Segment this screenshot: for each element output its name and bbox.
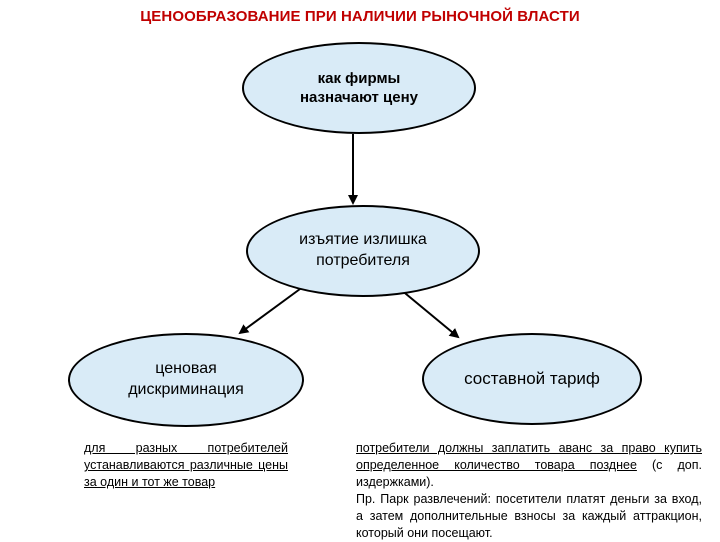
- note-two-part-tariff-tail: (с доп. издержками).: [356, 458, 702, 489]
- node-two-part-tariff-label: составной тариф: [464, 368, 600, 388]
- arrow-middle-to-left: [240, 289, 300, 333]
- node-pricing-label: как фирмы назначают цену: [299, 69, 419, 106]
- note-price-discrimination: для разных потребителей устанавливаются различные цены за один и тот же товар: [84, 441, 288, 489]
- note-two-part-tariff-example: Пр. Парк развлечений: посетители платят деньги за вход, а затем дополнительные взносы за каждый аттракцион, который они посещают.: [356, 492, 702, 540]
- node-consumer-surplus-label: изъятие излишка потребителя: [299, 231, 427, 269]
- node-price-discrimination: [68, 333, 304, 427]
- note-two-part-tariff: [356, 440, 702, 542]
- node-price-discrimination-label: ценовая дискриминация: [128, 360, 244, 398]
- arrow-middle-to-right: [400, 289, 458, 337]
- node-consumer-surplus: [246, 205, 480, 297]
- diagram-title: ЦЕНООБРАЗОВАНИЕ ПРИ НАЛИЧИИ РЫНОЧНОЙ ВЛАСТИ: [140, 8, 580, 25]
- note-two-part-tariff-main: потребители должны заплатить аванс за право купить определенное количество товара позднее: [356, 441, 702, 472]
- node-two-part-tariff: [422, 333, 642, 425]
- node-pricing: [242, 42, 476, 134]
